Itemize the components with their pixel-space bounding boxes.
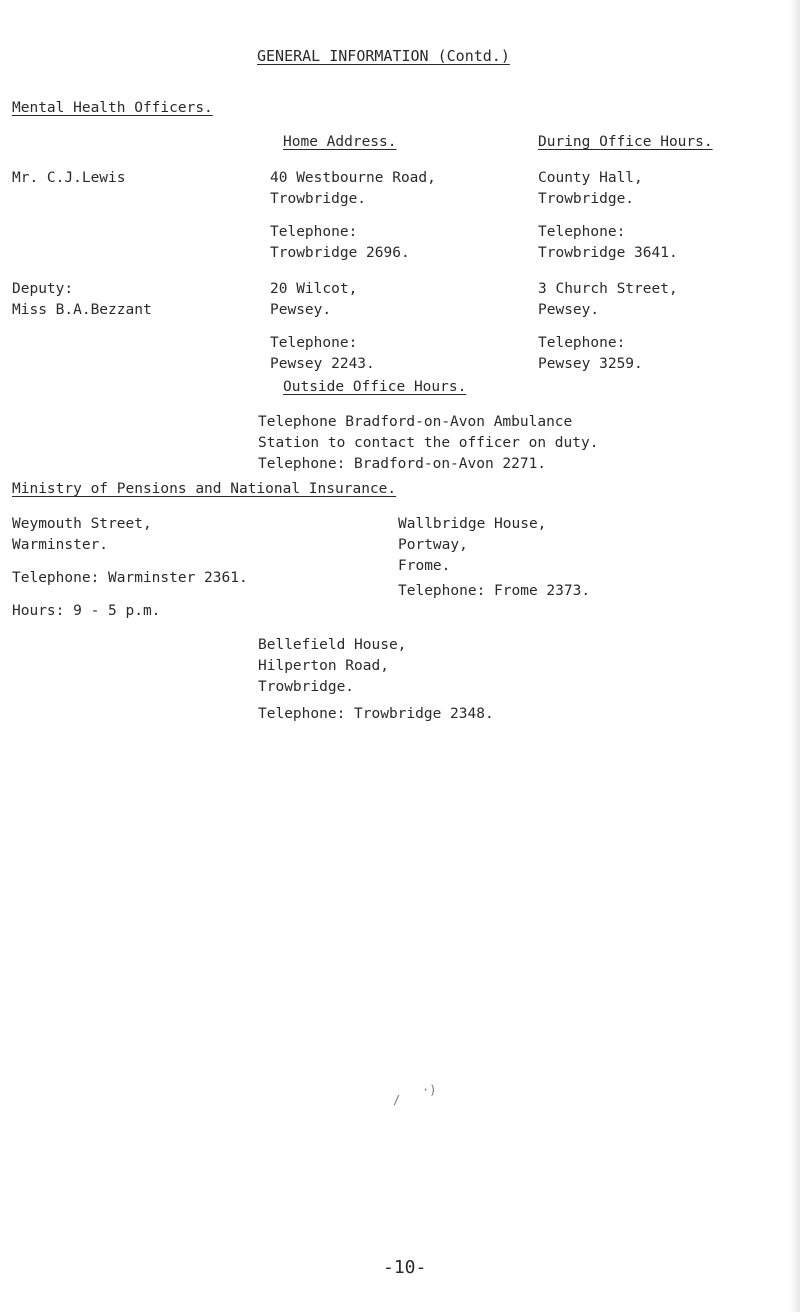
frome-line2: Portway,	[398, 537, 468, 553]
page-title: GENERAL INFORMATION (Contd.)	[257, 47, 510, 65]
deputy-home-line1: 20 Wilcot,	[270, 281, 358, 297]
trowbridge-line1: Bellefield House,	[258, 637, 407, 653]
deputy-name: Miss B.A.Bezzant	[12, 302, 152, 318]
officer-home-address	[270, 168, 436, 210]
page-edge-shadow	[790, 0, 800, 1312]
warminster-line2: Warminster.	[12, 537, 109, 553]
trowbridge-telephone: Telephone: Trowbridge 2348.	[258, 706, 494, 722]
officer-office-address	[538, 168, 643, 210]
outside-line-2: Station to contact the officer on duty.	[258, 435, 599, 451]
deputy-office-tel-label: Telephone:	[538, 335, 626, 351]
officer-office-tel-number: Trowbridge 3641.	[538, 245, 678, 261]
warminster-address	[12, 514, 152, 556]
ministry-section-title: Ministry of Pensions and National Insurance.	[12, 481, 397, 497]
trowbridge-address	[258, 635, 406, 698]
officer-office-line1: County Hall,	[538, 170, 643, 186]
trowbridge-line2: Hilperton Road,	[258, 658, 389, 674]
page-number: -10-	[383, 1257, 427, 1278]
trowbridge-line3: Trowbridge.	[258, 679, 355, 695]
deputy-home-telephone	[270, 333, 375, 375]
home-address-column-header: Home Address.	[283, 134, 397, 150]
officer-name: Mr. C.J.Lewis	[12, 170, 126, 186]
scan-mark: ·)	[422, 1083, 437, 1097]
deputy-home-address	[270, 279, 357, 321]
deputy-home-tel-number: Pewsey 2243.	[270, 356, 375, 372]
officer-home-telephone	[270, 222, 410, 264]
frome-telephone: Telephone: Frome 2373.	[398, 583, 591, 599]
deputy-office-telephone	[538, 333, 643, 375]
frome-line1: Wallbridge House,	[398, 516, 547, 532]
deputy-office-line2: Pewsey.	[538, 302, 600, 318]
deputy-office-address	[538, 279, 678, 321]
frome-line3: Frome.	[398, 558, 451, 574]
deputy-home-line2: Pewsey.	[270, 302, 332, 318]
deputy-office-line1: 3 Church Street,	[538, 281, 678, 297]
warminster-hours: Hours: 9 - 5 p.m.	[12, 603, 161, 619]
officer-office-telephone	[538, 222, 678, 264]
deputy-role: Deputy:	[12, 281, 74, 297]
officer-home-tel-number: Trowbridge 2696.	[270, 245, 410, 261]
deputy-block	[12, 279, 152, 321]
officer-office-tel-label: Telephone:	[538, 224, 626, 240]
outside-line-1: Telephone Bradford-on-Avon Ambulance	[258, 414, 573, 430]
outside-office-hours-text	[258, 412, 598, 475]
officer-home-tel-label: Telephone:	[270, 224, 358, 240]
outside-line-3: Telephone: Bradford-on-Avon 2271.	[258, 456, 547, 472]
frome-address	[398, 514, 546, 577]
officer-home-line2: Trowbridge.	[270, 191, 367, 207]
mental-health-section-title: Mental Health Officers.	[12, 100, 213, 116]
officer-home-line1: 40 Westbourne Road,	[270, 170, 436, 186]
deputy-office-tel-number: Pewsey 3259.	[538, 356, 643, 372]
deputy-home-tel-label: Telephone:	[270, 335, 358, 351]
officer-office-line2: Trowbridge.	[538, 191, 635, 207]
office-hours-column-header: During Office Hours.	[538, 134, 713, 150]
warminster-line1: Weymouth Street,	[12, 516, 152, 532]
outside-office-hours-title: Outside Office Hours.	[283, 379, 467, 395]
warminster-telephone: Telephone: Warminster 2361.	[12, 570, 248, 586]
scan-mark: /	[393, 1093, 401, 1107]
